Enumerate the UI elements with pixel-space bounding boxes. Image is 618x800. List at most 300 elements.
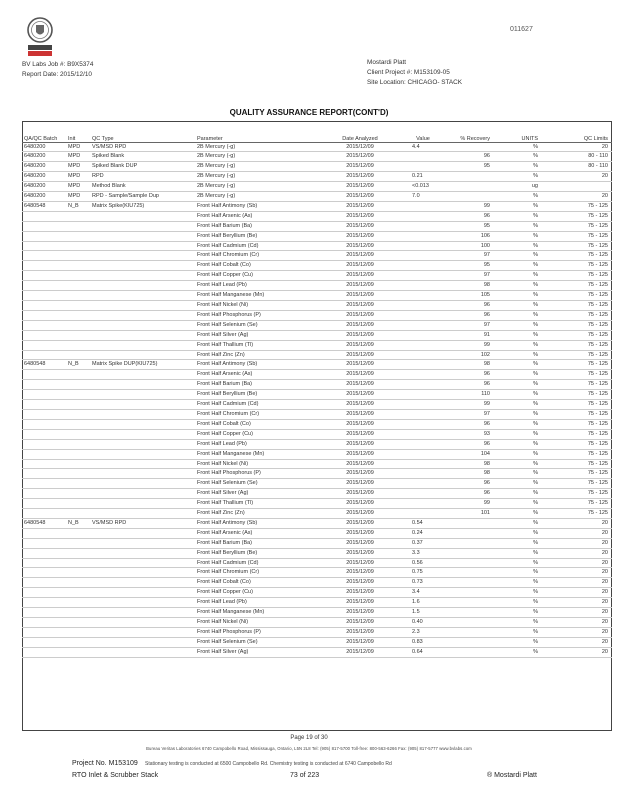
cell-units: % [494,231,542,241]
cell-init [66,301,90,311]
cell-qc-type [90,558,195,568]
cell-recovery [446,618,494,628]
cell-batch: 6480548 [22,360,66,370]
cell-init [66,509,90,519]
cell-qc-limits: 75 - 125 [542,211,612,221]
cell-init [66,647,90,657]
cell-qc-limits: 20 [542,192,612,202]
cell-units: % [494,172,542,182]
cell-recovery [446,518,494,528]
col-header-units: UNITS [494,122,542,142]
cell-qc-type [90,400,195,410]
cell-batch [22,449,66,459]
cell-batch [22,528,66,538]
cell-units: % [494,310,542,320]
cell-init: N_B [66,201,90,211]
cell-init [66,281,90,291]
cell-recovery: 104 [446,449,494,459]
table-row [22,409,612,419]
cell-parameter: 2B Mercury (-g) [195,192,320,202]
qa-results-table [22,122,612,658]
cell-date-analyzed: 2015/12/09 [320,618,398,628]
cell-batch [22,479,66,489]
cell-recovery: 97 [446,251,494,261]
cell-qc-type [90,211,195,221]
cell-value [398,340,446,350]
cell-qc-type [90,479,195,489]
cell-value [398,509,446,519]
lab-address: Bureau Veritas Laboratories 6740 Campobello Road, Mississauga, Ontario, L5N 2L8 Tel: (905) 817-5700 Toll-free: 800-563-6266 Fax: (905) 817-5777 www.bvlabs.com [146,746,472,751]
cell-batch [22,439,66,449]
cell-recovery: 98 [446,469,494,479]
cell-recovery: 98 [446,281,494,291]
cell-date-analyzed: 2015/12/09 [320,419,398,429]
cell-value: 0.24 [398,528,446,538]
cell-qc-limits: 75 - 125 [542,301,612,311]
cell-recovery: 98 [446,459,494,469]
cell-qc-type: RPD - Sample/Sample Dup [90,192,195,202]
client-name: Mostardi Platt [367,59,407,66]
cell-units: % [494,271,542,281]
cell-batch [22,409,66,419]
cell-qc-limits: 75 - 125 [542,241,612,251]
cell-parameter: Front Half Thallium (Tl) [195,499,320,509]
cell-init [66,469,90,479]
cell-date-analyzed: 2015/12/09 [320,330,398,340]
cell-parameter: Front Half Silver (Ag) [195,330,320,340]
cell-date-analyzed: 2015/12/09 [320,182,398,192]
cell-batch [22,271,66,281]
cell-value: 3.4 [398,588,446,598]
cell-init [66,251,90,261]
cell-batch [22,400,66,410]
cell-qc-type [90,429,195,439]
table-row [22,360,612,370]
cell-date-analyzed: 2015/12/09 [320,439,398,449]
cell-parameter: 2B Mercury (-g) [195,142,320,152]
cell-parameter: Front Half Copper (Cu) [195,588,320,598]
cell-qc-limits: 75 - 125 [542,370,612,380]
cell-batch: 6480200 [22,192,66,202]
cell-batch [22,588,66,598]
cell-units: % [494,340,542,350]
cell-date-analyzed: 2015/12/09 [320,310,398,320]
cell-units: % [494,647,542,657]
cell-date-analyzed: 2015/12/09 [320,558,398,568]
footer-project-number: Project No. M153109 [72,760,138,767]
footer-stack-name: RTO Inlet & Scrubber Stack [72,772,159,779]
cell-init [66,449,90,459]
col-header-parameter: Parameter [195,122,320,142]
cell-value [398,241,446,251]
table-row [22,221,612,231]
cell-parameter: Front Half Nickel (Ni) [195,301,320,311]
cell-value [398,330,446,340]
cell-recovery: 106 [446,231,494,241]
cell-date-analyzed: 2015/12/09 [320,509,398,519]
cell-qc-type [90,390,195,400]
cell-date-analyzed: 2015/12/09 [320,380,398,390]
cell-date-analyzed: 2015/12/09 [320,528,398,538]
cell-units: % [494,380,542,390]
cell-units: % [494,548,542,558]
cell-batch: 6480548 [22,201,66,211]
cell-batch [22,429,66,439]
cell-batch [22,489,66,499]
cell-init [66,271,90,281]
cell-date-analyzed: 2015/12/09 [320,221,398,231]
cell-value: 2.3 [398,627,446,637]
table-row [22,162,612,172]
cell-qc-type [90,310,195,320]
cell-value [398,301,446,311]
cell-units: % [494,370,542,380]
cell-units: % [494,330,542,340]
cell-date-analyzed: 2015/12/09 [320,261,398,271]
cell-date-analyzed: 2015/12/09 [320,370,398,380]
cell-date-analyzed: 2015/12/09 [320,568,398,578]
cell-value [398,201,446,211]
cell-qc-type [90,350,195,360]
cell-date-analyzed: 2015/12/09 [320,459,398,469]
cell-qc-limits: 75 - 125 [542,419,612,429]
cell-qc-limits: 20 [542,558,612,568]
cell-recovery: 97 [446,320,494,330]
cell-batch: 6480200 [22,182,66,192]
cell-qc-type: Matrix Spike(KIU725) [90,201,195,211]
cell-date-analyzed: 2015/12/09 [320,390,398,400]
cell-recovery: 96 [446,152,494,162]
cell-qc-type [90,231,195,241]
cell-init: MPD [66,192,90,202]
cell-value: 0.83 [398,637,446,647]
cell-batch [22,261,66,271]
cell-qc-type: Spiked Blank DUP [90,162,195,172]
cell-value [398,291,446,301]
cell-init [66,588,90,598]
cell-qc-type [90,509,195,519]
table-row [22,310,612,320]
cell-date-analyzed: 2015/12/09 [320,201,398,211]
cell-init [66,568,90,578]
cell-init [66,221,90,231]
table-row [22,528,612,538]
cell-value: 0.40 [398,618,446,628]
cell-qc-type [90,380,195,390]
cell-init [66,340,90,350]
cell-batch [22,568,66,578]
cell-units: % [494,627,542,637]
cell-qc-type [90,439,195,449]
table-row [22,261,612,271]
cell-recovery [446,627,494,637]
cell-units: % [494,518,542,528]
cell-units: % [494,528,542,538]
table-row [22,548,612,558]
cell-date-analyzed: 2015/12/09 [320,162,398,172]
cell-qc-type [90,608,195,618]
cell-parameter: Front Half Beryllium (Be) [195,548,320,558]
cell-batch [22,608,66,618]
cell-batch: 6480200 [22,142,66,152]
cell-units: % [494,152,542,162]
cell-units: % [494,390,542,400]
cell-date-analyzed: 2015/12/09 [320,350,398,360]
table-row [22,241,612,251]
cell-value [398,419,446,429]
table-header-row [22,122,612,142]
cell-units: % [494,192,542,202]
table-row [22,152,612,162]
cell-init [66,479,90,489]
cell-units: % [494,350,542,360]
table-row [22,271,612,281]
cell-recovery: 93 [446,429,494,439]
table-row [22,568,612,578]
cell-recovery: 96 [446,211,494,221]
cell-date-analyzed: 2015/12/09 [320,192,398,202]
cell-value [398,400,446,410]
cell-date-analyzed: 2015/12/09 [320,360,398,370]
cell-init: MPD [66,182,90,192]
table-row [22,618,612,628]
cell-value: 0.75 [398,568,446,578]
cell-units: % [494,142,542,152]
cell-units: % [494,558,542,568]
cell-units: % [494,578,542,588]
cell-units: % [494,409,542,419]
cell-value [398,271,446,281]
cell-date-analyzed: 2015/12/09 [320,152,398,162]
cell-value [398,221,446,231]
cell-recovery: 95 [446,261,494,271]
cell-value [398,390,446,400]
cell-units: % [494,469,542,479]
cell-qc-limits: 75 - 125 [542,400,612,410]
cell-qc-type: RPD [90,172,195,182]
table-row [22,231,612,241]
cell-init [66,320,90,330]
cell-parameter: Front Half Cadmium (Cd) [195,558,320,568]
cell-units: % [494,568,542,578]
cell-date-analyzed: 2015/12/09 [320,637,398,647]
cell-value: 0.56 [398,558,446,568]
cell-qc-type [90,291,195,301]
page-indicator: Page 19 of 30 [290,735,328,741]
cell-date-analyzed: 2015/12/09 [320,291,398,301]
cell-recovery: 96 [446,301,494,311]
cell-init [66,310,90,320]
cell-qc-type [90,627,195,637]
cell-qc-limits: 20 [542,528,612,538]
cell-init [66,390,90,400]
cell-value [398,449,446,459]
table-row [22,350,612,360]
cell-qc-type [90,330,195,340]
cell-units: % [494,261,542,271]
cell-qc-type [90,340,195,350]
cell-qc-type [90,449,195,459]
cell-recovery: 96 [446,419,494,429]
cell-date-analyzed: 2015/12/09 [320,489,398,499]
cell-parameter: Front Half Arsenic (As) [195,528,320,538]
cell-init: MPD [66,162,90,172]
cell-qc-type [90,409,195,419]
cell-parameter: Front Half Copper (Cu) [195,271,320,281]
table-row [22,182,612,192]
cell-parameter: Front Half Cobalt (Co) [195,578,320,588]
cell-init: MPD [66,142,90,152]
cell-qc-type [90,241,195,251]
cell-recovery: 99 [446,201,494,211]
footer-brand: ® Mostardi Platt [487,772,537,779]
cell-batch: 6480200 [22,162,66,172]
cell-value: 1.5 [398,608,446,618]
cell-qc-type [90,588,195,598]
cell-qc-limits: 20 [542,618,612,628]
cell-qc-limits: 75 - 125 [542,439,612,449]
cell-units: % [494,281,542,291]
cell-batch [22,469,66,479]
cell-qc-type [90,320,195,330]
cell-qc-type [90,568,195,578]
cell-date-analyzed: 2015/12/09 [320,400,398,410]
cell-value [398,479,446,489]
cell-units: % [494,221,542,231]
cell-units: % [494,588,542,598]
cell-units: % [494,211,542,221]
cell-units: % [494,301,542,311]
table-row [22,390,612,400]
cell-qc-type [90,301,195,311]
table-row [22,518,612,528]
cell-qc-limits: 75 - 125 [542,281,612,291]
cell-recovery: 102 [446,350,494,360]
cell-parameter: Front Half Arsenic (As) [195,370,320,380]
cell-recovery: 99 [446,400,494,410]
cell-units: % [494,479,542,489]
cell-batch [22,241,66,251]
cell-init [66,459,90,469]
cell-qc-type: VS/MSD RPD [90,142,195,152]
cell-value [398,261,446,271]
cell-batch [22,647,66,657]
cell-batch [22,538,66,548]
cell-qc-limits: 75 - 125 [542,489,612,499]
cell-qc-limits: 20 [542,598,612,608]
col-header-batch: QA/QC Batch [22,122,66,142]
cell-date-analyzed: 2015/12/09 [320,578,398,588]
cell-batch [22,459,66,469]
cell-qc-limits: 75 - 125 [542,479,612,489]
cell-units: % [494,419,542,429]
cell-recovery: 95 [446,221,494,231]
cell-batch [22,320,66,330]
cell-parameter: Front Half Selenium (Se) [195,320,320,330]
cell-qc-limits: 80 - 110 [542,152,612,162]
table-row [22,429,612,439]
cell-date-analyzed: 2015/12/09 [320,340,398,350]
table-row [22,251,612,261]
col-header-date-analyzed: Date Analyzed [320,122,398,142]
cell-qc-limits: 20 [542,568,612,578]
cell-init: MPD [66,172,90,182]
cell-qc-limits: 75 - 125 [542,291,612,301]
cell-parameter: Front Half Phosphorus (P) [195,310,320,320]
cell-parameter: Front Half Zinc (Zn) [195,509,320,519]
report-header-right [367,58,462,88]
table-row [22,281,612,291]
cell-qc-limits: 75 - 125 [542,360,612,370]
cell-recovery [446,578,494,588]
cell-parameter: Front Half Cobalt (Co) [195,261,320,271]
table-row [22,201,612,211]
table-row [22,330,612,340]
cell-recovery: 101 [446,509,494,519]
cell-parameter: Front Half Cobalt (Co) [195,419,320,429]
cell-recovery [446,192,494,202]
cell-qc-limits: 20 [542,548,612,558]
cell-batch: 6480200 [22,152,66,162]
cell-qc-type [90,281,195,291]
cell-qc-type: VS/MSD RPD [90,518,195,528]
cell-units: % [494,429,542,439]
cell-qc-type: Spiked Blank [90,152,195,162]
cell-recovery [446,568,494,578]
cell-recovery: 110 [446,390,494,400]
cell-batch [22,301,66,311]
cell-batch [22,578,66,588]
cell-init [66,548,90,558]
cell-qc-limits: 75 - 125 [542,340,612,350]
table-row [22,419,612,429]
cell-date-analyzed: 2015/12/09 [320,251,398,261]
cell-init [66,409,90,419]
table-row [22,578,612,588]
cell-batch [22,598,66,608]
cell-recovery: 96 [446,370,494,380]
cell-units: % [494,499,542,509]
cell-init [66,429,90,439]
cell-parameter: Front Half Barium (Ba) [195,221,320,231]
cell-parameter: Front Half Antimony (Sb) [195,518,320,528]
cell-parameter: Front Half Beryllium (Be) [195,390,320,400]
cell-qc-limits: 75 - 125 [542,469,612,479]
cell-batch [22,627,66,637]
cell-date-analyzed: 2015/12/09 [320,598,398,608]
cell-init [66,231,90,241]
cell-batch [22,211,66,221]
cell-batch [22,340,66,350]
cell-init [66,627,90,637]
cell-parameter: Front Half Selenium (Se) [195,637,320,647]
cell-qc-type [90,261,195,271]
cell-init [66,578,90,588]
cell-qc-limits: 20 [542,518,612,528]
cell-recovery: 96 [446,489,494,499]
col-header-recovery: % Recovery [446,122,494,142]
cell-qc-limits: 20 [542,142,612,152]
cell-value [398,469,446,479]
cell-batch [22,558,66,568]
cell-units: % [494,538,542,548]
cell-batch [22,548,66,558]
cell-recovery: 91 [446,330,494,340]
cell-parameter: Front Half Phosphorus (P) [195,469,320,479]
cell-qc-limits: 75 - 125 [542,350,612,360]
cell-value: 4.4 [398,142,446,152]
cell-batch [22,370,66,380]
